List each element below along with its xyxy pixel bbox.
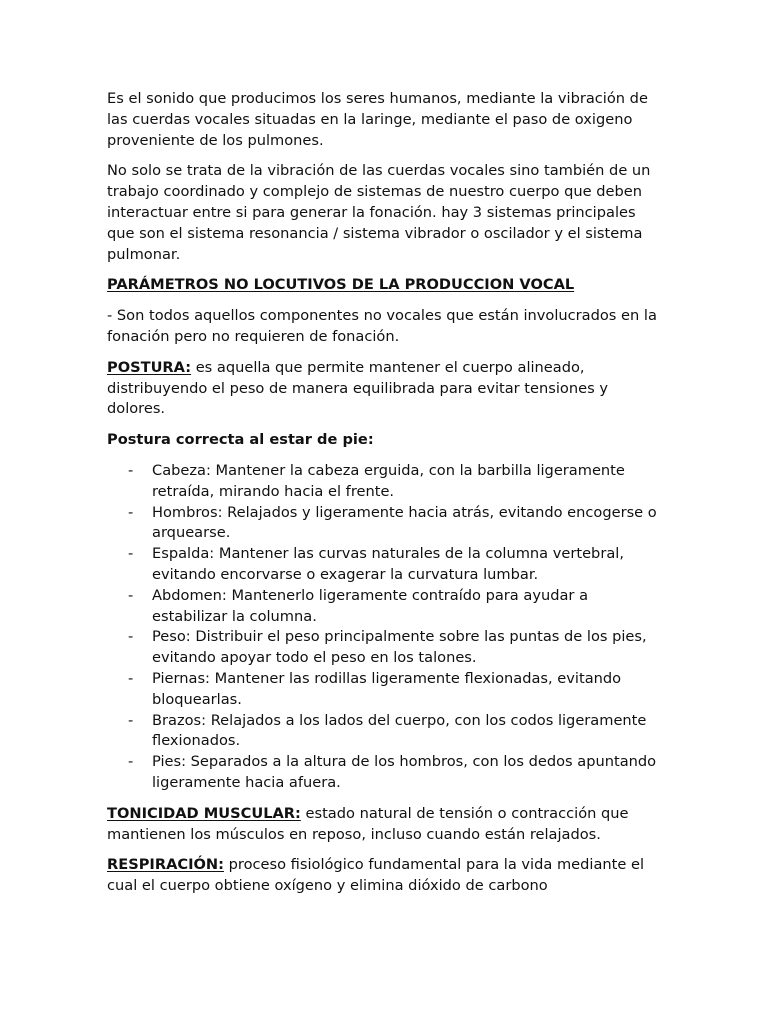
list-item-text: Abdomen: Mantenerlo ligeramente contraído para ayudar a estabilizar la columna. [152,586,589,625]
postura-definition: es aquella que permite mantener el cuerpo alineado, distribuyendo el peso de manera equilibrada para evitar tensiones y dolores. [107,358,608,418]
list-item [107,586,667,628]
respiracion-term: RESPIRACIÓN: [107,856,224,874]
list-item-text: Pies: Separados a la altura de los hombros, con los dedos apuntando ligeramente hacia afuera. [152,753,657,791]
list-item-text: Cabeza: Mantener la cabeza erguida, con la barbilla ligeramente retraída, mirando hacia el frente. [152,461,625,500]
list-marker: - [128,628,134,646]
list-item [107,711,667,753]
list-marker: - [128,503,134,521]
postura-paragraph [107,358,667,420]
list-marker: - [128,669,134,687]
respiracion-definition: proceso fisiológico fundamental para la vida mediante el cual el cuerpo obtiene oxígeno y elimina dióxido de carbono [107,856,645,895]
list-item [107,503,667,545]
postura-term: POSTURA: [107,358,192,376]
postura-subheading: Postura correcta al estar de pie: [107,431,374,449]
document-body [107,89,667,907]
list-marker: - [128,753,134,771]
section-intro: - Son todos aquellos componentes no vocales que están involucrados en la fonación pero no requieren de fonación. [107,307,657,345]
tonicidad-term: TONICIDAD MUSCULAR: [107,804,301,822]
intro-paragraph-2: No solo se trata de la vibración de las cuerdas vocales sino también de un trabajo coordinado y complejo de sistemas de nuestro cuerpo que deben interactuar entre si para generar la fonación. hay 3 sistemas principales que son el sistema resonancia / sistema vibrador o oscilador y el sistema pulmonar. [107,162,651,263]
tonicidad-definition: estado natural de tensión o contracción que mantienen los músculos en reposo, incluso cuando están relajados. [107,804,629,843]
list-item [107,752,667,794]
list-item-text: Brazos: Relajados a los lados del cuerpo, con los codos ligeramente flexionados. [152,711,647,750]
list-item [107,544,667,586]
list-item [107,461,667,503]
tonicidad-paragraph [107,804,667,846]
list-item-text: Peso: Distribuir el peso principalmente sobre las puntas de los pies, evitando apoyar todo el peso en los talones. [152,628,647,667]
list-item [107,669,667,711]
list-item [107,627,667,669]
section-heading: PARÁMETROS NO LOCUTIVOS DE LA PRODUCCION VOCAL [107,276,575,294]
list-item-text: Espalda: Mantener las curvas naturales de la columna vertebral, evitando encorvarse o exagerar la curvatura lumbar. [152,545,624,583]
list-item-text: Piernas: Mantener las rodillas ligeramente flexionadas, evitando bloquearlas. [152,669,622,708]
list-marker: - [128,586,134,604]
postura-list [107,461,667,794]
intro-paragraph-1: Es el sonido que producimos los seres humanos, mediante la vibración de las cuerdas vocales situadas en la laringe, mediante el paso de oxigeno proveniente de los pulmones. [107,90,648,149]
list-marker: - [128,545,134,563]
list-marker: - [128,461,134,479]
list-item-text: Hombros: Relajados y ligeramente hacia atrás, evitando encogerse o arquearse. [152,503,657,542]
list-marker: - [128,711,134,729]
respiracion-paragraph [107,855,667,897]
